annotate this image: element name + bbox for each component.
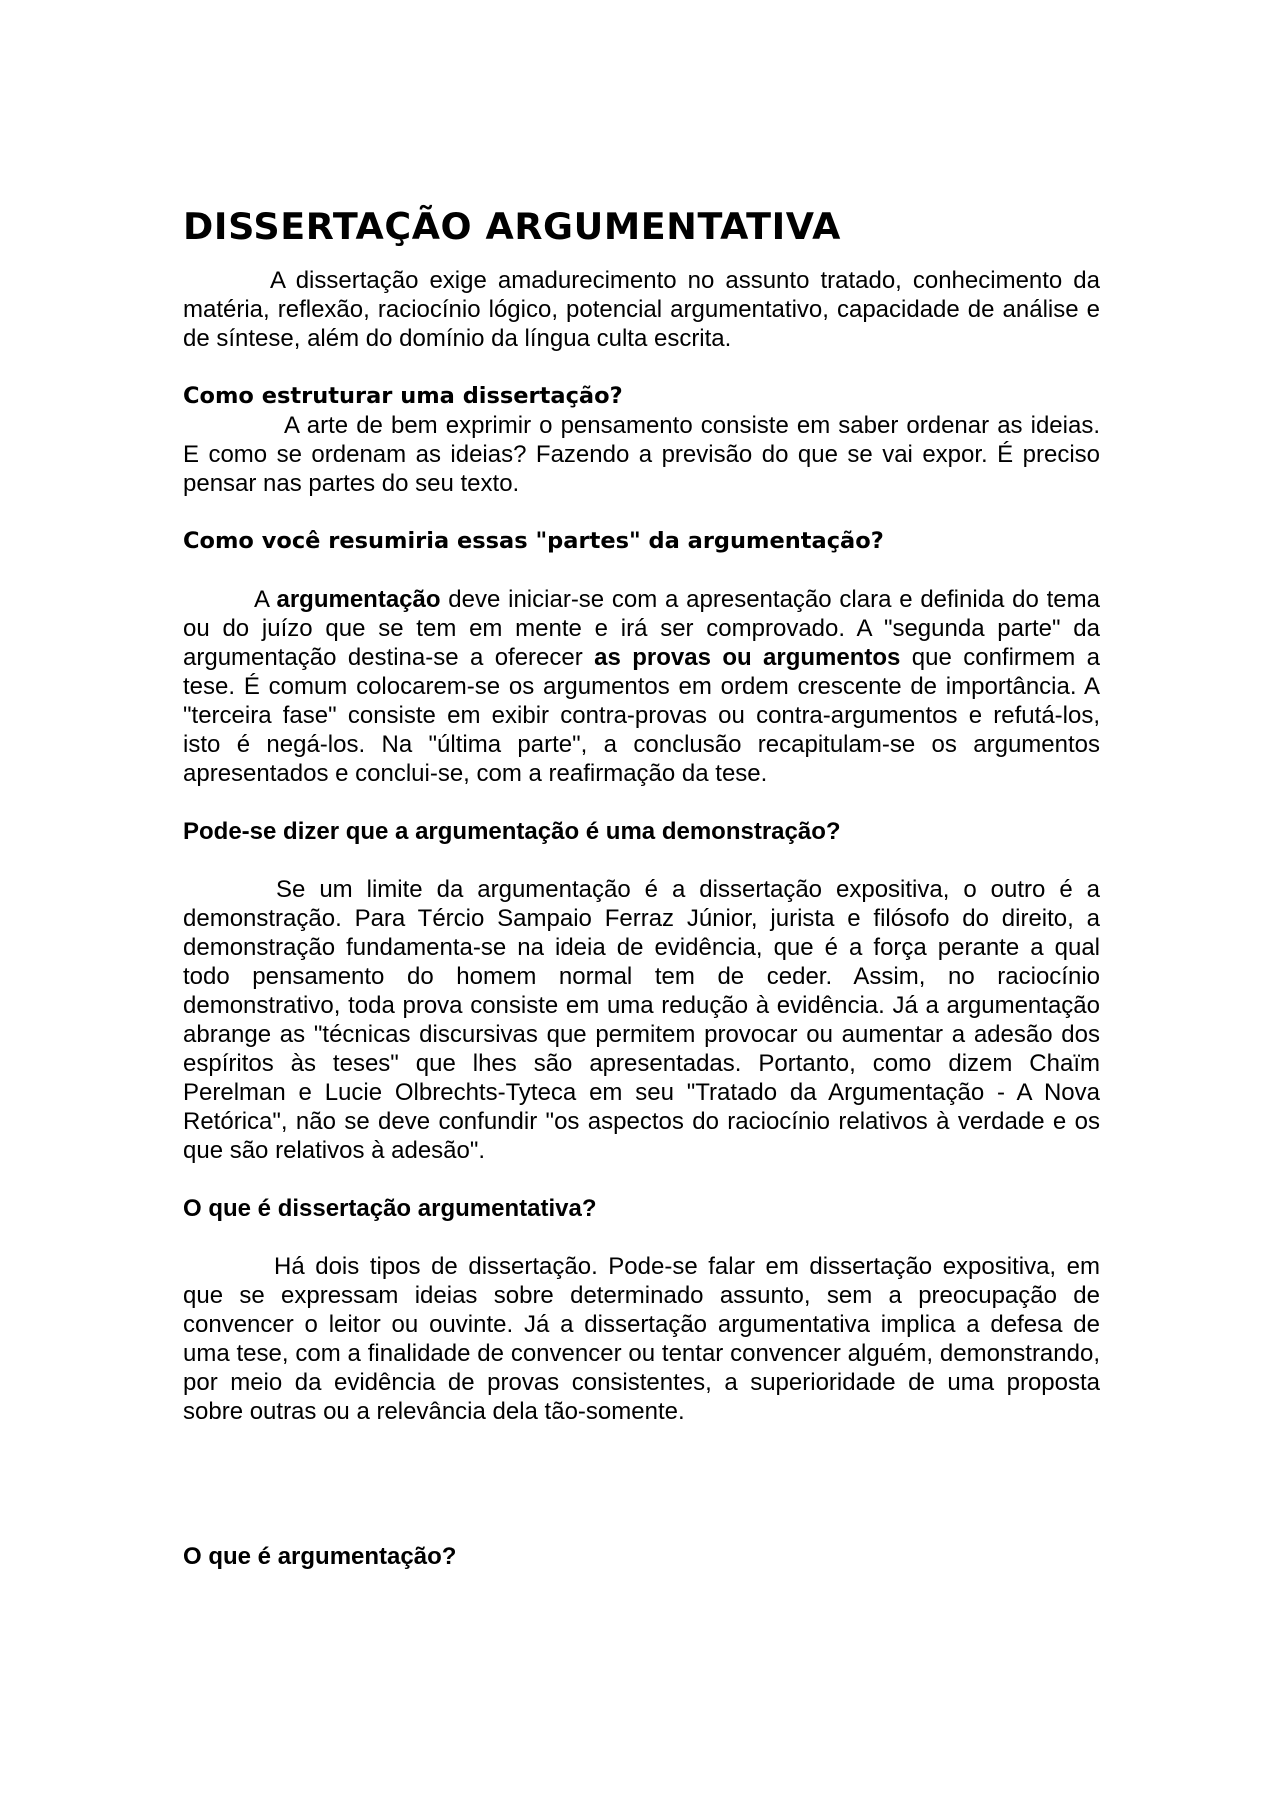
document-title: DISSERTAÇÃO ARGUMENTATIVA <box>183 205 842 248</box>
section-heading-argumentation: O que é argumentação? <box>183 1543 457 1570</box>
parts-text-1: A <box>254 586 277 613</box>
parts-text-3: que confirmem a tese. É comum colocarem-se os argumentos em ordem crescente de importância. A "terceira fase" consiste em exibir contra-provas ou contra-argumentos e refutá-los, isto é negá-los. Na "última parte", a conclusão recapitulam-se os argumentos apresentados e conclui-se, com a reafirmação da tese. <box>183 644 1100 787</box>
section-heading-argumentative: O que é dissertação argumentativa? <box>183 1195 597 1222</box>
section-body-parts <box>183 585 1100 788</box>
document-page <box>183 198 1100 1571</box>
parts-text-2: deve iniciar-se com a apresentação clara e definida do tema ou do juízo que se tem em mente e irá ser comprovado. A "segunda parte" da argumentação destina-se a oferecer <box>183 586 1100 671</box>
section-heading-parts: Como você resumiria essas "partes" da argumentação? <box>183 528 884 554</box>
section-body-argumentative: Há dois tipos de dissertação. Pode-se falar em dissertação expositiva, em que se expressam ideias sobre determinado assunto, sem a preocupação de convencer o leitor ou ouvinte. Já a dissertação argumentativa implica a defesa de uma tese, com a finalidade de convencer ou tentar convencer alguém, demonstrando, por meio da evidência de provas consistentes, a superioridade de uma proposta sobre outras ou a relevância dela tão-somente. <box>183 1253 1100 1425</box>
section-heading-structure: Como estruturar uma dissertação? <box>183 383 623 409</box>
section-body-demonstration: Se um limite da argumentação é a dissertação expositiva, o outro é a demonstração. Para Tércio Sampaio Ferraz Júnior, jurista e filósofo do direito, a demonstração fundamenta-se na ideia de evidência, que é a força perante a qual todo pensamento do homem normal tem de ceder. Assim, no raciocínio demonstrativo, toda prova consiste em uma redução à evidência. Já a argumentação abrange as "técnicas discursivas que permitem provocar ou aumentar a adesão dos espíritos às teses" que lhes são apresentadas. Portanto, como dizem Chaïm Perelman e Lucie Olbrechts-Tyteca em seu "Tratado da Argumentação - A Nova Retórica", não se deve confundir "os aspectos do raciocínio relativos à verdade e os que são relativos à adesão". <box>183 876 1100 1164</box>
section-heading-demonstration: Pode-se dizer que a argumentação é uma demonstração? <box>183 818 841 845</box>
intro-paragraph: A dissertação exige amadurecimento no assunto tratado, conhecimento da matéria, reflexão, raciocínio lógico, potencial argumentativo, capacidade de análise e de síntese, além do domínio da língua culta escrita. <box>183 267 1100 352</box>
parts-bold-1: argumentação <box>276 586 441 613</box>
parts-bold-2: as provas ou argumentos <box>594 644 901 671</box>
section-body-structure: A arte de bem exprimir o pensamento consiste em saber ordenar as ideias. E como se ordenam as ideias? Fazendo a previsão do que se vai expor. É preciso pensar nas partes do seu texto. <box>183 412 1100 497</box>
